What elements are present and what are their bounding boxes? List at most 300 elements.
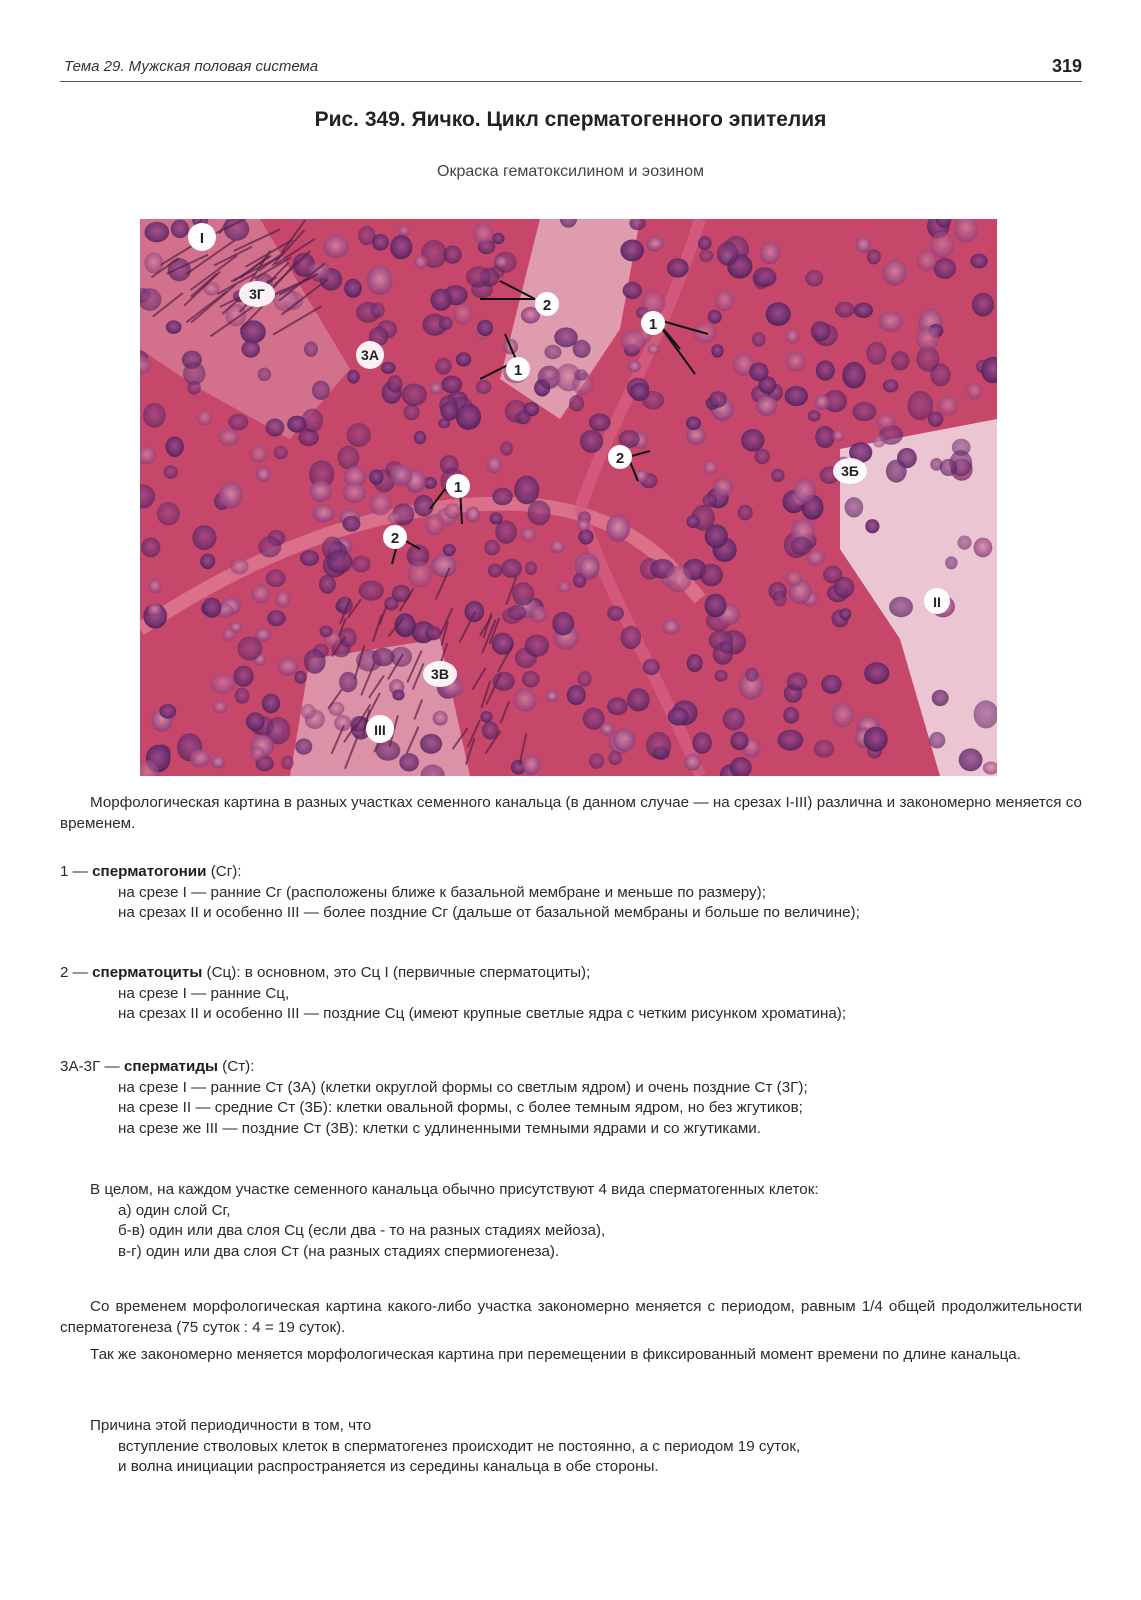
nucleus — [666, 566, 692, 593]
nucleus — [600, 723, 614, 736]
nucleus — [149, 579, 162, 594]
nucleus — [347, 423, 371, 447]
nucleus — [359, 581, 384, 601]
nucleus — [435, 358, 452, 375]
nucleus — [166, 436, 184, 457]
nucleus — [630, 383, 650, 401]
label-3B — [833, 458, 867, 484]
nucleus — [815, 395, 830, 410]
nucleus — [256, 467, 270, 481]
nucleus — [431, 289, 452, 311]
nucleus — [741, 429, 764, 452]
nucleus — [835, 302, 855, 318]
nucleus — [708, 310, 722, 324]
item-1-heading — [60, 862, 1082, 883]
nucleus — [814, 740, 834, 758]
nucleus — [864, 662, 889, 684]
nucleus — [646, 732, 671, 759]
nucleus — [343, 482, 367, 503]
nucleus — [473, 223, 493, 245]
nucleus — [392, 690, 404, 701]
nucleus — [390, 465, 412, 487]
nucleus — [213, 701, 228, 713]
nucleus — [787, 672, 808, 690]
nucleus — [972, 293, 994, 317]
nucleus — [514, 689, 537, 712]
intro-text: Морфологическая картина в разных участках семенного канальца (в данном случае — на срезах I-III) различна и закономерно меняется со временем. — [60, 794, 1082, 832]
nucleus — [916, 326, 939, 351]
running-header — [60, 56, 1082, 82]
nucleus — [852, 402, 876, 421]
nucleus — [312, 381, 330, 400]
nucleus — [525, 561, 537, 575]
nucleus — [508, 605, 527, 620]
nucleus — [864, 727, 888, 752]
nucleus — [490, 512, 503, 524]
item-3-abbr: (Ст): — [217, 1058, 255, 1075]
svg-text:1: 1 — [513, 362, 523, 379]
nucleus — [620, 240, 644, 262]
nucleus — [433, 711, 448, 726]
nucleus — [250, 446, 268, 463]
nucleus — [500, 441, 513, 456]
nucleus — [414, 431, 426, 445]
nucleus — [786, 570, 803, 586]
nucleus — [752, 332, 766, 347]
nucleus — [414, 495, 434, 517]
nucleus — [218, 429, 239, 446]
nucleus — [376, 740, 401, 760]
nucleus — [240, 320, 266, 343]
nucleus — [705, 524, 728, 548]
nucleus — [187, 381, 201, 395]
nucleus — [959, 748, 983, 771]
nucleus — [262, 694, 280, 713]
nucleus — [717, 242, 739, 266]
reason — [60, 1416, 1082, 1478]
nucleus — [309, 481, 332, 502]
nucleus — [643, 659, 660, 675]
nucleus — [882, 260, 907, 286]
nucleus — [278, 658, 299, 676]
nucleus — [845, 497, 864, 517]
item-2-line-2: на срезах II и особенно III — поздние Сц (имеют крупные светлые ядра с четким рисунком хроматина); — [118, 1005, 847, 1022]
nucleus — [266, 570, 286, 588]
reason-lead: Причина этой периодичности в том, что — [90, 1417, 372, 1434]
nucleus — [222, 628, 235, 641]
nucleus — [867, 249, 881, 264]
item-3-line-3: на срезе же III — поздние Ст (3В): клетки с удлиненными темными ядрами и со жгутиками. — [118, 1119, 761, 1137]
nucleus — [347, 370, 359, 384]
period-paragraph-2 — [60, 1345, 1082, 1366]
nucleus — [687, 654, 703, 672]
nucleus — [453, 303, 473, 325]
nucleus — [267, 610, 286, 626]
nucleus — [970, 254, 987, 269]
item-1-line-1: на срезе I — ранние Сг (расположены ближе к базальной мембране и меньше по размеру); — [118, 883, 766, 901]
nucleus — [444, 503, 461, 518]
nucleus — [702, 494, 717, 507]
item-1-num: 1 — — [60, 863, 93, 880]
nucleus — [327, 550, 353, 574]
label-3A — [356, 341, 384, 369]
nucleus — [627, 688, 649, 711]
nucleus — [492, 488, 513, 506]
svg-text:3Б: 3Б — [841, 463, 859, 479]
nucleus — [832, 703, 854, 728]
nucleus — [647, 237, 664, 252]
nucleus — [258, 368, 271, 382]
nucleus — [731, 732, 749, 751]
nucleus — [425, 514, 444, 535]
nucleus — [512, 582, 534, 606]
nucleus — [928, 412, 943, 427]
nucleus — [530, 606, 547, 623]
nucleus — [883, 379, 899, 392]
nucleus — [274, 446, 288, 460]
figure-title: Рис. 349. Яичко. Цикл сперматогенного эпителия — [314, 108, 827, 131]
nucleus — [157, 502, 180, 525]
item-3-num: 3А-3Г — — [60, 1058, 124, 1075]
nucleus — [816, 360, 835, 380]
svg-text:2: 2 — [615, 450, 625, 467]
nucleus — [713, 478, 732, 498]
nucleus — [319, 575, 336, 594]
nucleus — [521, 527, 537, 542]
nucleus — [839, 608, 851, 620]
nucleus — [546, 690, 559, 702]
nucleus — [275, 591, 290, 608]
label-3G — [239, 281, 275, 307]
nucleus — [143, 403, 166, 428]
nucleus — [886, 460, 907, 483]
summary-bv: б-в) один или два слоя Сц (если два - то на разных стадиях мейоза), — [118, 1222, 606, 1239]
svg-text:3В: 3В — [431, 666, 449, 682]
period-paragraph-1 — [60, 1297, 1082, 1338]
nucleus — [783, 707, 799, 724]
label-1-top-right — [641, 311, 665, 335]
nucleus — [794, 478, 816, 502]
label-2-top — [535, 292, 559, 316]
nucleus — [589, 753, 604, 769]
summary-lead: В целом, на каждом участке семенного канальца обычно присутствуют 4 вида сперматогенных клеток: — [90, 1181, 819, 1198]
nucleus — [301, 704, 316, 719]
nucleus — [197, 410, 213, 425]
nucleus — [501, 559, 522, 578]
nucleus — [200, 553, 215, 569]
nucleus — [251, 746, 265, 761]
summary — [60, 1180, 1082, 1262]
nucleus — [313, 504, 335, 522]
running-title: Тема 29. Мужская половая система — [64, 58, 319, 75]
nucleus — [834, 577, 855, 598]
nucleus — [711, 344, 723, 357]
nucleus — [159, 704, 176, 718]
nucleus — [168, 258, 191, 281]
nucleus — [266, 419, 285, 437]
label-3V — [423, 661, 457, 687]
nucleus — [832, 430, 844, 442]
nucleus — [300, 550, 319, 566]
item-2-abbr: (Сц): в основном, это Сц I (первичные сперматоциты); — [202, 964, 591, 981]
nucleus — [144, 222, 169, 242]
nucleus — [773, 591, 787, 606]
nucleus — [492, 233, 504, 244]
nucleus — [294, 671, 306, 684]
nucleus — [766, 302, 791, 326]
nucleus — [337, 446, 359, 470]
nucleus — [403, 404, 419, 420]
item-3-line-2: на срезе II — средние Ст (3Б): клетки овальной формы, с более темным ядром, но без жгутиков; — [118, 1099, 803, 1116]
nucleus — [430, 382, 443, 394]
nucleus — [402, 384, 427, 407]
item-3-line-1: на срезе I — ранние Ст (3А) (клетки округлой формы со светлым ядром) и очень поздние Ст (3Г); — [118, 1078, 808, 1096]
nucleus — [873, 434, 886, 447]
nucleus — [344, 279, 362, 298]
nucleus — [456, 352, 471, 366]
nucleus — [295, 738, 312, 754]
nucleus — [704, 461, 718, 475]
nucleus — [957, 536, 971, 550]
svg-text:2: 2 — [542, 297, 552, 314]
nucleus — [487, 456, 503, 474]
item-3-heading — [60, 1057, 1082, 1078]
item-2-line-1: на срезе I — ранние Сц, — [118, 984, 290, 1002]
nucleus — [456, 404, 481, 430]
nucleus — [940, 459, 957, 476]
nucleus — [367, 266, 393, 295]
nucleus — [281, 756, 294, 770]
nucleus — [889, 597, 913, 618]
nucleus — [932, 690, 949, 706]
nucleus — [760, 242, 780, 265]
nucleus — [492, 633, 514, 655]
nucleus — [541, 368, 557, 381]
nucleus — [856, 237, 871, 253]
item-3 — [60, 1057, 1082, 1139]
nucleus — [580, 430, 603, 453]
item-2-heading — [60, 963, 1082, 984]
nucleus — [522, 671, 540, 688]
nucleus — [667, 258, 689, 277]
nucleus — [371, 302, 385, 318]
summary-vg: в-г) один или два слоя Ст (на разных стадиях спермиогенеза). — [118, 1242, 560, 1260]
nucleus — [577, 519, 590, 531]
nucleus — [574, 369, 587, 380]
label-I — [188, 223, 216, 251]
period-text-2: Так же закономерно меняется морфологическая картина при перемещении в фиксированный момент времени по длине канальца. — [90, 1346, 1021, 1363]
nucleus — [219, 482, 242, 509]
nucleus — [606, 515, 630, 542]
nucleus — [466, 266, 491, 287]
nucleus — [877, 413, 896, 429]
micrograph-svg — [140, 219, 997, 776]
nucleus — [211, 756, 225, 769]
nucleus — [738, 505, 753, 521]
label-2-middle — [608, 445, 632, 469]
item-3-term: сперматиды — [123, 1058, 218, 1075]
nucleus — [753, 267, 777, 287]
item-1-abbr: (Сг): — [206, 863, 242, 880]
label-II — [924, 588, 950, 614]
nucleus — [477, 320, 493, 336]
nucleus — [811, 321, 831, 341]
nucleus — [567, 685, 586, 705]
nucleus — [756, 396, 777, 416]
nucleus — [699, 250, 713, 262]
nucleus — [235, 688, 250, 704]
nucleus — [554, 327, 578, 347]
nucleus — [578, 671, 592, 687]
nucleus — [715, 670, 728, 682]
nucleus — [528, 500, 551, 525]
nucleus — [381, 362, 396, 374]
nucleus — [589, 413, 611, 431]
nucleus — [705, 594, 727, 618]
nucleus — [878, 311, 903, 332]
svg-text:1: 1 — [453, 479, 463, 496]
nucleus — [937, 396, 958, 416]
nucleus — [723, 708, 745, 731]
nucleus — [369, 492, 392, 515]
nucleus — [480, 711, 492, 722]
nucleus — [390, 235, 412, 259]
label-III — [366, 715, 394, 743]
nucleus — [698, 236, 712, 250]
nucleus — [258, 536, 281, 557]
nucleus — [700, 564, 723, 587]
nucleus — [171, 220, 189, 239]
nucleus — [320, 626, 333, 638]
nucleus — [358, 226, 375, 246]
nucleus — [369, 470, 383, 485]
nucleus — [854, 303, 873, 318]
nucleus — [621, 626, 642, 649]
nucleus — [786, 352, 806, 372]
nucleus — [431, 554, 457, 577]
label-1-middle — [446, 474, 470, 498]
nucleus — [466, 507, 480, 523]
nucleus — [808, 410, 821, 421]
nucleus — [484, 540, 500, 556]
nucleus — [974, 538, 993, 558]
nucleus — [544, 345, 561, 360]
svg-text:3Г: 3Г — [249, 286, 265, 302]
nucleus — [686, 416, 701, 430]
label-1-top-left — [506, 357, 530, 381]
nucleus — [522, 755, 540, 775]
nucleus — [166, 320, 182, 333]
svg-text:I: I — [199, 230, 205, 247]
reason-line-1: вступление стволовых клеток в сперматогенез происходит не постоянно, а с периодом 19 суток, — [118, 1437, 801, 1455]
nucleus — [493, 672, 515, 691]
nucleus — [420, 734, 442, 754]
nucleus — [785, 386, 808, 406]
nucleus — [613, 728, 635, 751]
nucleus — [343, 516, 361, 532]
reason-line-2: и волна инициации распространяется из середины канальца в обе стороны. — [118, 1458, 659, 1475]
nucleus — [304, 341, 318, 357]
svg-text:3А: 3А — [361, 347, 379, 363]
nucleus — [662, 619, 679, 634]
nucleus — [387, 375, 402, 392]
summary-a: а) один слой Сг, — [118, 1201, 231, 1219]
nucleus — [778, 730, 804, 751]
nucleus — [476, 380, 492, 394]
nucleus — [715, 290, 734, 311]
item-2-num: 2 — — [60, 964, 93, 981]
intro-paragraph — [60, 793, 1082, 834]
nucleus — [686, 515, 699, 528]
nucleus — [439, 316, 452, 330]
nucleus — [692, 732, 712, 754]
nucleus — [607, 697, 628, 715]
nucleus — [202, 598, 221, 618]
nucleus — [514, 476, 539, 505]
nucleus — [192, 525, 216, 550]
nucleus — [407, 561, 432, 587]
nucleus — [648, 344, 660, 354]
nucleus — [569, 395, 584, 412]
svg-text:2: 2 — [390, 530, 400, 547]
nucleus — [399, 753, 419, 771]
nucleus — [148, 604, 161, 616]
item-1-term: сперматогонии — [92, 863, 207, 880]
nucleus — [934, 258, 956, 279]
nucleus — [210, 673, 235, 694]
nucleus — [668, 707, 689, 725]
nucleus — [754, 449, 770, 465]
nucleus — [550, 540, 565, 553]
nucleus — [623, 282, 642, 299]
nucleus — [628, 361, 641, 372]
figure-subtitle: Окраска гематоксилином и эозином — [437, 163, 704, 180]
nucleus — [821, 675, 841, 694]
nucleus — [237, 637, 262, 661]
nucleus — [141, 537, 160, 557]
nucleus — [745, 668, 758, 682]
nucleus — [684, 754, 701, 771]
item-1 — [60, 862, 1082, 924]
nucleus — [917, 250, 937, 271]
nucleus — [608, 751, 621, 766]
nucleus — [771, 469, 784, 482]
item-2 — [60, 963, 1082, 1025]
nucleus — [865, 519, 879, 533]
micrograph — [140, 219, 997, 776]
nucleus — [966, 383, 982, 400]
nucleus — [190, 749, 211, 767]
nucleus — [352, 556, 371, 573]
nucleus — [579, 557, 600, 578]
nucleus — [251, 584, 270, 603]
nucleus — [230, 558, 248, 574]
nucleus — [414, 255, 428, 269]
nucleus — [241, 340, 260, 357]
nucleus — [621, 330, 646, 352]
nucleus — [398, 225, 410, 236]
nucleus — [578, 529, 593, 544]
nucleus — [607, 606, 624, 621]
nucleus — [552, 612, 574, 636]
nucleus — [488, 564, 502, 578]
nucleus — [495, 256, 508, 267]
item-2-term: сперматоциты — [92, 964, 203, 981]
nucleus — [785, 329, 799, 344]
nucleus — [842, 362, 866, 389]
nucleus — [929, 732, 945, 749]
nucleus — [517, 410, 531, 424]
